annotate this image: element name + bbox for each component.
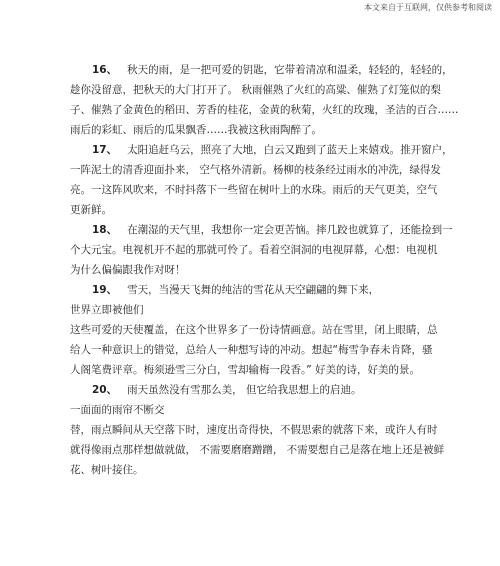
paragraph-number: 20、	[92, 384, 118, 396]
document-body	[70, 60, 459, 480]
paragraph-line	[70, 140, 453, 160]
paragraph-line: 替，雨点瞬间从天空落下时，速度出奇得快，不假思索的就落下来，或许人有时	[70, 424, 438, 436]
paragraph-line: 花、树叶接住。	[70, 464, 144, 476]
paragraph-18	[70, 220, 453, 280]
paragraph-20	[70, 380, 445, 480]
paragraph-17	[70, 140, 453, 220]
paragraph-line: 更新鲜。	[70, 204, 112, 216]
paragraph-19	[70, 280, 438, 380]
paragraph-text: 太阳追赶乌云，照亮了大地，白云又跑到了蓝天上来嬉戏。推开窗户，	[127, 144, 453, 156]
paragraph-line: 为什么偏偏跟我作对呀！	[70, 264, 186, 276]
paragraph-line: 世界立即被他们	[70, 304, 144, 316]
paragraph-line: 亮。一这阵风吹来，不时抖落下一些留在树叶上的水珠。雨后的天气更美，空气	[70, 184, 438, 196]
paragraph-line	[70, 60, 453, 80]
paragraph-line: 这些可爱的天使覆盖，在这个世界多了一份诗情画意。站在雪里，闭上眼睛，总	[70, 324, 438, 336]
paragraph-line: 给人一种意识上的错觉，总给人一种想写诗的冲动。想起“梅雪争春未肯降，骚	[70, 344, 433, 356]
paragraph-line	[70, 380, 420, 400]
paragraph-line: 趁你没留意，把秋天的大门打开了。 秋雨催熟了火红的高粱、催熟了灯笼似的梨	[70, 84, 441, 96]
paragraph-text: 秋天的雨，是一把可爱的钥匙，它带着清凉和温柔，轻轻的，轻轻的，	[127, 64, 453, 76]
paragraph-number: 17、	[92, 144, 118, 156]
paragraph-line: 雨后的彩虹、雨后的瓜果飘香……我被这秋雨陶醉了。	[70, 124, 322, 136]
paragraph-number: 19、	[92, 284, 118, 296]
paragraph-number: 16、	[92, 64, 118, 76]
paragraph-line: 一面面的雨帘不断交	[70, 404, 165, 416]
paragraph-line	[70, 280, 420, 300]
paragraph-text: 雪天，当漫天飞舞的纯洁的雪花从天空翩翩的舞下来，	[127, 284, 380, 296]
paragraph-text: 雨天虽然没有雪那么美， 但它给我思想上的启迪。	[127, 384, 362, 396]
paragraph-line	[70, 220, 453, 240]
paragraph-text: 在潮湿的天气里，我想你一定会更苦恼。摔几跤也就算了，还能捡到一	[127, 224, 453, 236]
source-note: 本文来自于互联网，仅供参考和阅读	[364, 3, 492, 12]
paragraph-line: 人阁笔费评章。梅须逊雪三分白，雪却输梅一段香。” 好美的诗，好美的景。	[70, 364, 421, 376]
paragraph-16	[70, 60, 459, 140]
paragraph-number: 18、	[92, 224, 118, 236]
paragraph-line: 个大元宝。电视机开不起的那就可怜了。看着空洞洞的电视屏幕，心想：电视机	[70, 244, 438, 256]
paragraph-line: 就得像雨点那样想做就做， 不需要磨磨蹭蹭， 不需要想自己是落在地上还是被鲜	[70, 444, 445, 456]
paragraph-line: 子、催熟了金黄色的稻田、芳香的桂花，金黄的秋菊，火红的玫瑰，圣洁的百合……	[70, 104, 459, 116]
paragraph-line: 一阵泥土的清香迎面扑来， 空气格外清新。杨柳的枝条经过雨水的冲洗，绿得发	[70, 164, 441, 176]
